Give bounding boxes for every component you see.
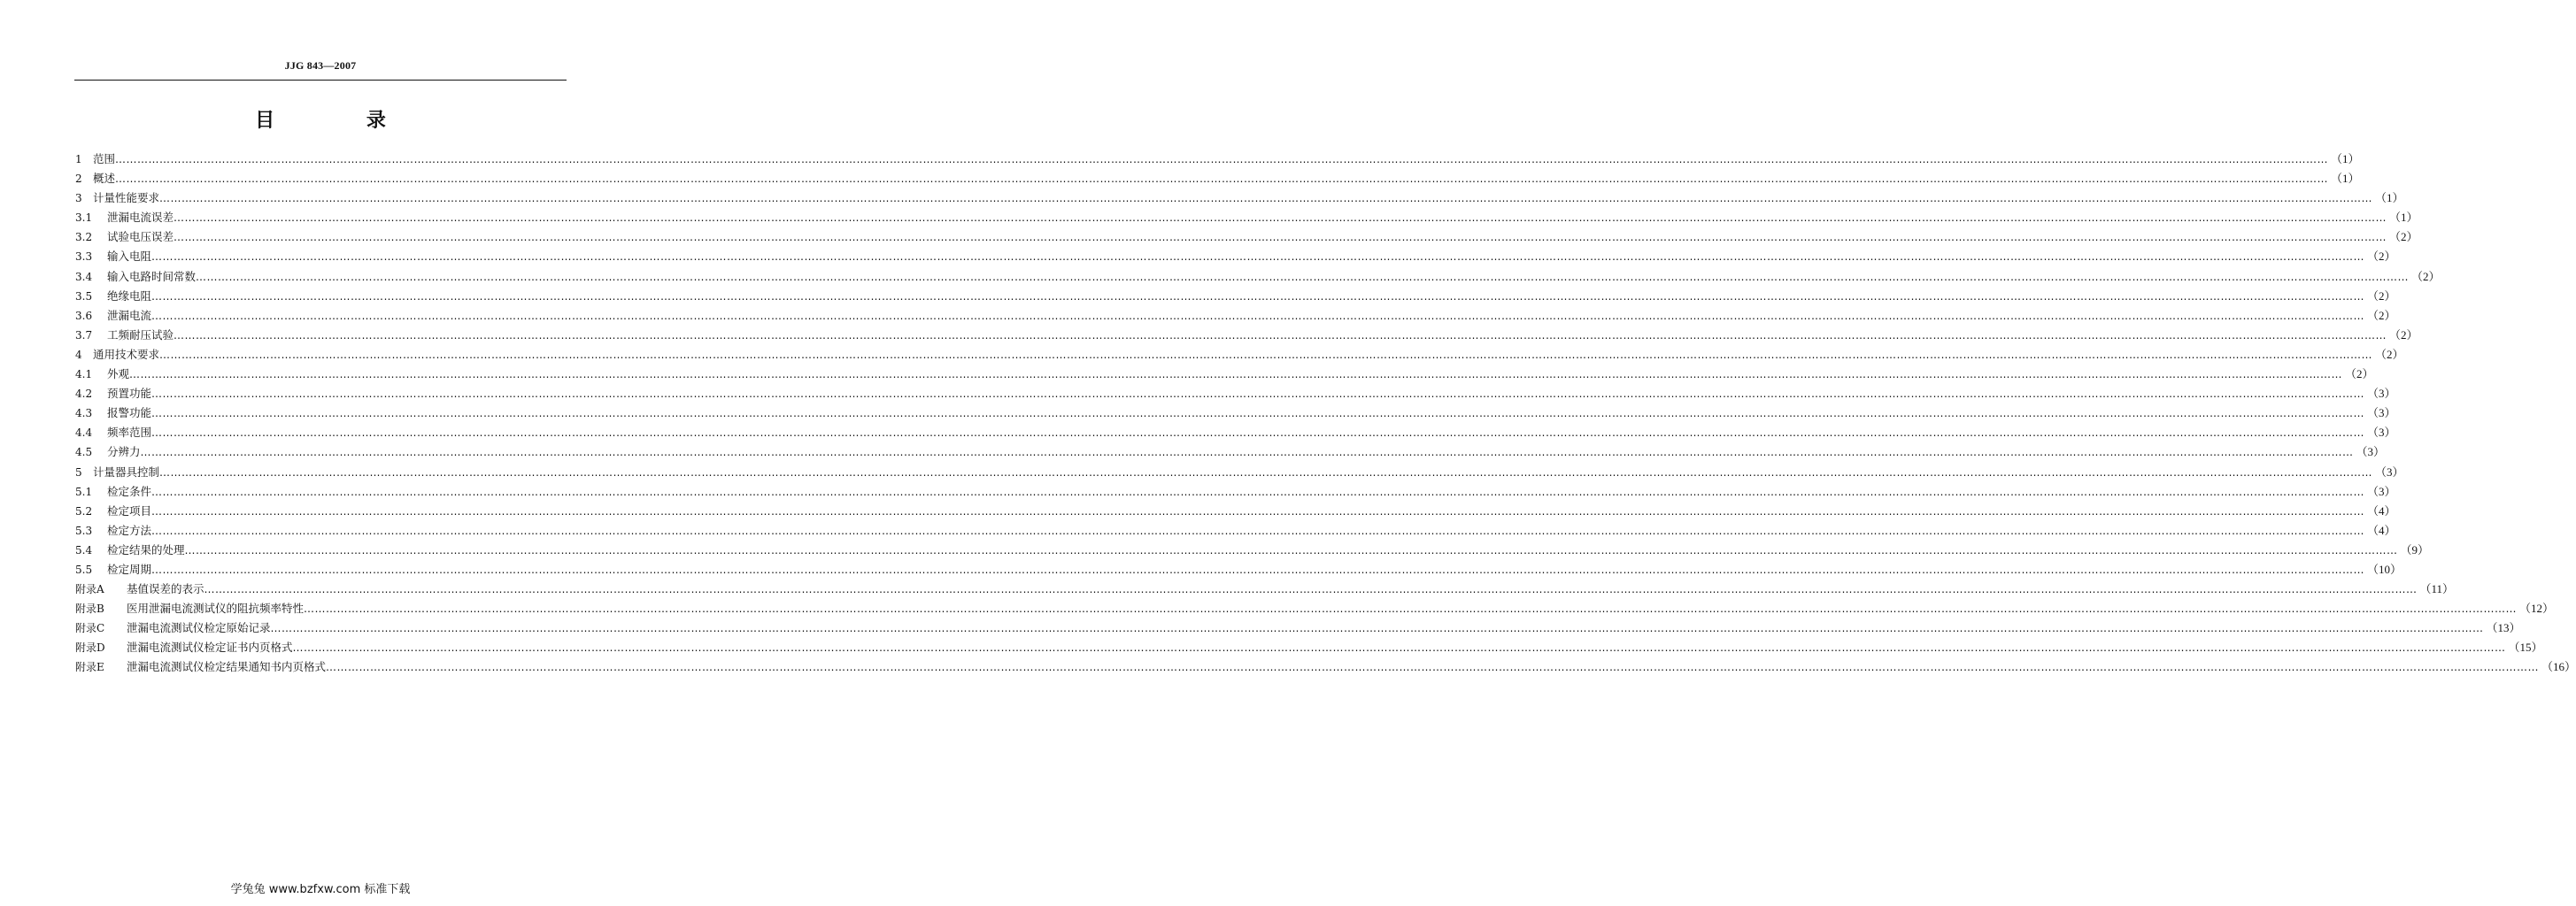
toc-entry[interactable] — [75, 541, 2430, 560]
toc-entry-label: 泄漏电流 — [107, 308, 152, 322]
toc-entry-label: 通用技术要求 — [93, 347, 160, 361]
toc-dot-leader: …………………………………………………………………………………………………………………………………………………………………………………………………………………………………………………………………………………………………………………………………………………………………………………………………………………………………………………………………………………………………………………………………………………… — [151, 426, 2365, 440]
toc-entry[interactable] — [75, 169, 2360, 188]
toc-entry[interactable] — [75, 345, 2404, 365]
toc-entry-label: 输入电路时间常数 — [107, 269, 197, 283]
toc-entry-page: （2） — [2345, 367, 2374, 381]
toc-entry-label: 工频耐压试验 — [107, 327, 174, 342]
toc-entry[interactable] — [75, 306, 2396, 326]
toc-entry-page: （2） — [2389, 230, 2418, 244]
toc-entry-number: 1 — [75, 153, 82, 165]
toc-entry-page: （2） — [2367, 250, 2396, 264]
toc-dot-leader: …………………………………………………………………………………………………………………………………………………………………………………………………………………………………………………………………………………………………………………………………………………………………………………………………………………………………………………………………………………………………………………………………………………… — [151, 504, 2365, 518]
toc-dot-leader: …………………………………………………………………………………………………………………………………………………………………………………………………………………………………………………………………………………………………………………………………………………………………………………………………………………………………………………………………………………………………………………………………………………… — [129, 368, 2343, 381]
toc-entry[interactable] — [75, 365, 2374, 384]
toc-entry[interactable] — [75, 638, 2543, 657]
toc-entry[interactable] — [75, 657, 2576, 677]
toc-entry-page: （1） — [2331, 172, 2360, 186]
toc-entry-number: 4.3 — [75, 407, 93, 420]
toc-entry-label: 试验电压误差 — [107, 230, 174, 244]
toc-entry-label: 报警功能 — [107, 406, 152, 420]
toc-dot-leader: …………………………………………………………………………………………………………………………………………………………………………………………………………………………………………………………………………………………………………………………………………………………………………………………………………………………………………………………………………………………………………………………………………………… — [151, 289, 2365, 303]
toc-entry[interactable] — [75, 208, 2418, 227]
toc-entry-page: （16） — [2541, 660, 2576, 674]
toc-entry-number: 3.6 — [75, 309, 93, 322]
toc-entry[interactable] — [75, 403, 2396, 423]
page-title: 目 录 — [255, 110, 428, 132]
toc-entry-number: 附录E — [75, 661, 104, 674]
toc-entry-page: （4） — [2367, 503, 2396, 518]
toc-entry-page: （3） — [2375, 465, 2404, 479]
toc-entry-page: （3） — [2367, 484, 2396, 498]
toc-dot-leader: …………………………………………………………………………………………………………………………………………………………………………………………………………………………………………………………………………………………………………………………………………………………………………………………………………………………………………………………………………………………………………………………………………………… — [151, 250, 2365, 264]
toc-entry[interactable] — [75, 463, 2404, 482]
toc-entry[interactable] — [75, 188, 2404, 208]
toc-dot-leader: …………………………………………………………………………………………………………………………………………………………………………………………………………………………………………………………………………………………………………………………………………………………………………………………………………………………………………………………………………………………………………………………………………………… — [270, 622, 2484, 635]
toc-entry-label: 泄漏电流误差 — [107, 211, 174, 225]
toc-entry-page: （9） — [2400, 542, 2430, 557]
toc-entry-number: 附录D — [75, 641, 105, 655]
toc-entry-number: 3.2 — [75, 231, 93, 244]
toc-entry[interactable] — [75, 580, 2455, 599]
toc-dot-leader: …………………………………………………………………………………………………………………………………………………………………………………………………………………………………………………………………………………………………………………………………………………………………………………………………………………………………………………………………………………………………………………………………………………… — [196, 270, 2410, 283]
toc-entry-page: （3） — [2367, 406, 2396, 420]
toc-entry-page: （2） — [2367, 308, 2396, 322]
toc-dot-leader: …………………………………………………………………………………………………………………………………………………………………………………………………………………………………………………………………………………………………………………………………………………………………………………………………………………………………………………………………………………………………………………………………………………… — [184, 543, 2398, 557]
toc-entry-number: 5.3 — [75, 524, 93, 537]
toc-dot-leader: …………………………………………………………………………………………………………………………………………………………………………………………………………………………………………………………………………………………………………………………………………………………………………………………………………………………………………………………………………………………………………………………………………………… — [151, 388, 2365, 401]
toc-entry-label: 检定周期 — [107, 562, 152, 576]
toc-entry-number: 2 — [75, 173, 82, 186]
toc-entry-number: 5.4 — [75, 543, 93, 557]
toc-entry-label: 外观 — [107, 367, 130, 381]
toc-entry-number: 附录A — [75, 583, 104, 596]
toc-entry-page: （1） — [2375, 191, 2404, 205]
toc-dot-leader: …………………………………………………………………………………………………………………………………………………………………………………………………………………………………………………………………………………………………………………………………………………………………………………………………………………………………………………………………………………………………………………………………………………… — [204, 583, 2418, 596]
toc-dot-leader: …………………………………………………………………………………………………………………………………………………………………………………………………………………………………………………………………………………………………………………………………………………………………………………………………………………………………………………………………………………………………………………………………………………… — [292, 641, 2506, 655]
standard-code-header: JJG 843—2007 — [284, 59, 357, 72]
toc-entry[interactable] — [75, 502, 2396, 521]
table-of-contents — [75, 150, 2576, 678]
toc-entry-number: 5.5 — [75, 563, 93, 576]
toc-entry[interactable] — [75, 326, 2418, 345]
toc-entry-number: 3.5 — [75, 289, 93, 303]
toc-entry-page: （3） — [2367, 387, 2396, 401]
toc-entry[interactable] — [75, 287, 2396, 306]
toc-entry[interactable] — [75, 384, 2396, 403]
toc-dot-leader: …………………………………………………………………………………………………………………………………………………………………………………………………………………………………………………………………………………………………………………………………………………………………………………………………………………………………………………………………………………………………………………………………………………… — [174, 211, 2387, 225]
toc-dot-leader: …………………………………………………………………………………………………………………………………………………………………………………………………………………………………………………………………………………………………………………………………………………………………………………………………………………………………………………………………………………………………………………………………………………… — [151, 485, 2365, 498]
toc-entry[interactable] — [75, 267, 2441, 287]
toc-entry-number: 4.1 — [75, 368, 93, 381]
toc-entry[interactable] — [75, 227, 2418, 247]
toc-entry-label: 泄漏电流测试仪检定原始记录 — [127, 621, 271, 635]
toc-dot-leader: …………………………………………………………………………………………………………………………………………………………………………………………………………………………………………………………………………………………………………………………………………………………………………………………………………………………………………………………………………………………………………………………………………………… — [151, 524, 2365, 537]
toc-entry-page: （15） — [2508, 641, 2543, 655]
toc-dot-leader: …………………………………………………………………………………………………………………………………………………………………………………………………………………………………………………………………………………………………………………………………………………………………………………………………………………………………………………………………………………………………………………………………………………… — [115, 153, 2329, 165]
toc-entry[interactable] — [75, 423, 2396, 442]
toc-entry-page: （12） — [2519, 602, 2555, 616]
toc-entry-label: 频率范围 — [107, 426, 152, 440]
toc-entry-page: （2） — [2411, 269, 2441, 283]
toc-entry-page: （2） — [2375, 347, 2404, 361]
toc-entry-label: 分辨力 — [107, 445, 141, 459]
toc-entry-label: 医用泄漏电流测试仪的阻抗频率特性 — [127, 602, 305, 616]
toc-entry-number: 3.3 — [75, 250, 93, 264]
toc-dot-leader: …………………………………………………………………………………………………………………………………………………………………………………………………………………………………………………………………………………………………………………………………………………………………………………………………………………………………………………………………………………………………………………………………………………… — [140, 446, 2354, 459]
toc-dot-leader: …………………………………………………………………………………………………………………………………………………………………………………………………………………………………………………………………………………………………………………………………………………………………………………………………………………………………………………………………………………………………………………………………………………… — [174, 328, 2387, 342]
toc-dot-leader: …………………………………………………………………………………………………………………………………………………………………………………………………………………………………………………………………………………………………………………………………………………………………………………………………………………………………………………………………………………………………………………………………………………… — [159, 465, 2373, 479]
toc-dot-leader: …………………………………………………………………………………………………………………………………………………………………………………………………………………………………………………………………………………………………………………………………………………………………………………………………………………………………………………………………………………………………………………………………………………… — [151, 309, 2365, 322]
toc-entry-number: 5.1 — [75, 485, 93, 498]
toc-dot-leader: …………………………………………………………………………………………………………………………………………………………………………………………………………………………………………………………………………………………………………………………………………………………………………………………………………………………………………………………………………………………………………………………………………………… — [159, 348, 2373, 361]
toc-entry-label: 概述 — [93, 172, 116, 186]
toc-entry-page: （2） — [2389, 327, 2418, 342]
toc-entry[interactable] — [75, 599, 2555, 618]
toc-entry-page: （1） — [2331, 152, 2360, 165]
toc-entry-page: （13） — [2486, 621, 2521, 635]
toc-entry-label: 泄漏电流测试仪检定结果通知书内页格式 — [127, 660, 327, 674]
toc-entry-label: 范围 — [93, 152, 116, 165]
toc-entry-page: （4） — [2367, 523, 2396, 537]
toc-dot-leader: …………………………………………………………………………………………………………………………………………………………………………………………………………………………………………………………………………………………………………………………………………………………………………………………………………………………………………………………………………………………………………………………………………………… — [151, 563, 2365, 576]
toc-entry[interactable] — [75, 482, 2396, 502]
toc-entry[interactable] — [75, 521, 2396, 541]
toc-entry-number: 3 — [75, 192, 82, 205]
toc-entry-label: 计量性能要求 — [93, 191, 160, 205]
toc-entry-page: （3） — [2367, 426, 2396, 440]
toc-entry[interactable] — [75, 150, 2360, 169]
toc-entry-label: 检定项目 — [107, 503, 152, 518]
toc-entry-number: 5.2 — [75, 504, 93, 518]
toc-entry[interactable] — [75, 442, 2386, 462]
toc-entry-label: 输入电阻 — [107, 250, 152, 264]
toc-entry-number: 4.4 — [75, 426, 93, 440]
toc-entry[interactable] — [75, 247, 2396, 266]
footer-watermark-text: 学兔兔 www.bzfxw.com 标准下载 — [230, 883, 411, 896]
toc-entry-label: 检定结果的处理 — [107, 542, 185, 557]
toc-dot-leader: …………………………………………………………………………………………………………………………………………………………………………………………………………………………………………………………………………………………………………………………………………………………………………………………………………………………………………………………………………………………………………………………………………………… — [326, 661, 2540, 674]
toc-entry-number: 3.4 — [75, 270, 93, 283]
toc-dot-leader: …………………………………………………………………………………………………………………………………………………………………………………………………………………………………………………………………………………………………………………………………………………………………………………………………………………………………………………………………………………………………………………………………………………… — [304, 603, 2518, 616]
toc-entry-number: 4.5 — [75, 446, 93, 459]
toc-entry-number: 4 — [75, 348, 82, 361]
toc-entry-page: （3） — [2356, 445, 2386, 459]
toc-dot-leader: …………………………………………………………………………………………………………………………………………………………………………………………………………………………………………………………………………………………………………………………………………………………………………………………………………………………………………………………………………………………………………………………………………………… — [115, 173, 2329, 186]
toc-entry-label: 基值误差的表示 — [127, 582, 204, 596]
toc-entry-label: 泄漏电流测试仪检定证书内页格式 — [127, 641, 293, 655]
toc-entry-label: 计量器具控制 — [93, 465, 160, 479]
toc-entry[interactable] — [75, 560, 2402, 580]
toc-entry-number: 4.2 — [75, 388, 93, 401]
toc-entry-number: 3.1 — [75, 211, 93, 225]
toc-entry[interactable] — [75, 618, 2521, 638]
toc-entry-page: （10） — [2367, 562, 2402, 576]
toc-dot-leader: …………………………………………………………………………………………………………………………………………………………………………………………………………………………………………………………………………………………………………………………………………………………………………………………………………………………………………………………………………………………………………………………………………………… — [174, 231, 2387, 244]
toc-entry-page: （2） — [2367, 288, 2396, 303]
toc-entry-number: 3.7 — [75, 328, 93, 342]
toc-entry-number: 附录B — [75, 603, 104, 616]
toc-entry-label: 检定方法 — [107, 523, 152, 537]
toc-entry-number: 附录C — [75, 622, 105, 635]
header-rule — [74, 80, 567, 81]
toc-entry-label: 检定条件 — [107, 484, 152, 498]
toc-dot-leader: …………………………………………………………………………………………………………………………………………………………………………………………………………………………………………………………………………………………………………………………………………………………………………………………………………………………………………………………………………………………………………………………………………………… — [159, 192, 2373, 205]
toc-dot-leader: …………………………………………………………………………………………………………………………………………………………………………………………………………………………………………………………………………………………………………………………………………………………………………………………………………………………………………………………………………………………………………………………………………………… — [151, 407, 2365, 420]
toc-entry-label: 绝缘电阻 — [107, 288, 152, 303]
toc-entry-page: （11） — [2419, 582, 2455, 596]
toc-entry-number: 5 — [75, 465, 82, 479]
toc-entry-label: 预置功能 — [107, 387, 152, 401]
toc-entry-page: （1） — [2389, 211, 2418, 225]
